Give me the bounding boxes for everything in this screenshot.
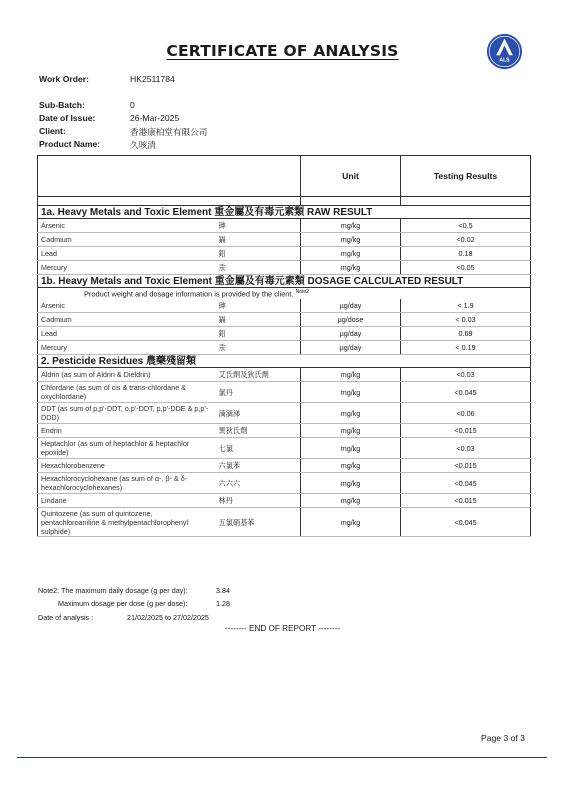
test-unit: mg/kg xyxy=(301,261,401,275)
test-unit: µg/day xyxy=(301,299,401,313)
test-result: <0.015 xyxy=(401,494,531,508)
note-ref: Note2 xyxy=(295,289,309,296)
test-name: Cadmium xyxy=(38,313,216,327)
test-result: <0.045 xyxy=(401,508,531,537)
test-result: < 0.19 xyxy=(401,341,531,355)
test-result: 0.18 xyxy=(401,247,531,261)
test-result: <0.05 xyxy=(401,261,531,275)
table-row xyxy=(38,247,531,261)
test-name-cn: 鉛 xyxy=(216,327,301,341)
results-header: Testing Results xyxy=(401,156,531,197)
table-row xyxy=(38,382,531,403)
test-result: <0.015 xyxy=(401,459,531,473)
test-result: < 1.9 xyxy=(401,299,531,313)
sub-batch-value: 0 xyxy=(130,100,135,110)
test-name-cn: 六六六 xyxy=(216,473,301,494)
table-row xyxy=(38,459,531,473)
test-name-cn: 砷 xyxy=(216,299,301,313)
test-name: Hexachlorocyclohexane (as sum of α-, β- & δ-hexachlorocyclohexanes) xyxy=(38,473,216,494)
test-name-cn: 砷 xyxy=(216,219,301,233)
analysis-date-label: Date of analysis : xyxy=(38,613,94,622)
test-result: < 0.03 xyxy=(401,313,531,327)
test-result: <0.5 xyxy=(401,219,531,233)
dose-label: Maximum dosage per dose (g per dose): xyxy=(58,599,188,608)
test-name-cn: 鉛 xyxy=(216,247,301,261)
section-header xyxy=(38,275,531,288)
unit-header: Unit xyxy=(301,156,401,197)
test-unit: mg/kg xyxy=(301,233,401,247)
table-row xyxy=(38,473,531,494)
test-name-cn: 氯丹 xyxy=(216,382,301,403)
table-row xyxy=(38,233,531,247)
document-title: CERTIFICATE OF ANALYSIS xyxy=(166,42,399,60)
test-result: <0.045 xyxy=(401,473,531,494)
test-name-cn: 鎘 xyxy=(216,233,301,247)
section-header xyxy=(38,206,531,219)
table-row xyxy=(38,327,531,341)
section-title: 2. Pesticide Residues 農藥殘留類 xyxy=(38,355,531,368)
sub-batch-label: Sub-Batch: xyxy=(39,100,85,110)
test-unit: mg/kg xyxy=(301,403,401,424)
test-name: Lindane xyxy=(38,494,216,508)
test-name-cn: 汞 xyxy=(216,341,301,355)
test-name: Arsenic xyxy=(38,299,216,313)
test-name: DDT (as sum of p,p'-DDT, o,p'-DDT, p,p'-DDE & p,p'-DDD) xyxy=(38,403,216,424)
table-row xyxy=(38,424,531,438)
table-row xyxy=(38,219,531,233)
test-unit: mg/kg xyxy=(301,424,401,438)
footer-divider xyxy=(17,757,547,758)
test-unit: mg/kg xyxy=(301,247,401,261)
test-result: <0.015 xyxy=(401,424,531,438)
section-title: 1b. Heavy Metals and Toxic Element 重金屬及有毒元素類 DOSAGE CALCULATED RESULT xyxy=(38,275,531,288)
test-unit: µg/day xyxy=(301,341,401,355)
test-name-cn: 異狄氏劑 xyxy=(216,424,301,438)
test-name: Endrin xyxy=(38,424,216,438)
test-name-cn: 鎘 xyxy=(216,313,301,327)
test-name-cn: 艾氏劑及狄氏劑 xyxy=(216,368,301,382)
date-of-issue-label: Date of Issue: xyxy=(39,113,96,123)
section-header xyxy=(38,355,531,368)
test-name-cn: 七氯 xyxy=(216,438,301,459)
test-name: Mercury xyxy=(38,261,216,275)
test-unit: mg/kg xyxy=(301,438,401,459)
table-row xyxy=(38,494,531,508)
table-row xyxy=(38,341,531,355)
test-unit: µg/dose xyxy=(301,313,401,327)
test-unit: mg/kg xyxy=(301,219,401,233)
svg-text:ALS: ALS xyxy=(499,57,510,64)
date-of-issue-value: 26-Mar-2025 xyxy=(130,113,180,123)
test-unit: mg/kg xyxy=(301,459,401,473)
section-note-text: Product weight and dosage information is provided by the client. xyxy=(84,289,294,299)
section-note xyxy=(38,288,531,300)
test-name: Quintozene (as sum of quintozene, pentachloroaniline & methylpentachlorophenyl sulphide) xyxy=(38,508,216,537)
als-logo xyxy=(486,33,523,70)
section-title: 1a. Heavy Metals and Toxic Element 重金屬及有毒元素類 RAW RESULT xyxy=(38,206,531,219)
test-unit: mg/kg xyxy=(301,473,401,494)
client-value: 香港康柏堂有限公司 xyxy=(130,127,208,137)
test-name: Aldrin (as sum of Aldrin & Dieldrin) xyxy=(38,368,216,382)
test-result: <0.06 xyxy=(401,403,531,424)
test-name-cn: 滴滴涕 xyxy=(216,403,301,424)
product-name-value: 久咳清 xyxy=(130,140,156,150)
test-name: Arsenic xyxy=(38,219,216,233)
results-table xyxy=(37,155,531,537)
test-name-cn: 六氯苯 xyxy=(216,459,301,473)
table-row xyxy=(38,508,531,537)
client-label: Client: xyxy=(39,126,66,136)
table-row xyxy=(38,403,531,424)
end-of-report: -------- END OF REPORT -------- xyxy=(224,624,341,633)
test-name-cn: 五氯硝基苯 xyxy=(216,508,301,537)
table-row xyxy=(38,261,531,275)
test-result: <0.045 xyxy=(401,382,531,403)
note2-value: 3.84 xyxy=(216,586,230,595)
test-unit: mg/kg xyxy=(301,508,401,537)
test-name: Mercury xyxy=(38,341,216,355)
test-name-cn: 林丹 xyxy=(216,494,301,508)
work-order-label: Work Order: xyxy=(39,74,89,84)
test-unit: µg/day xyxy=(301,327,401,341)
dose-value: 1.28 xyxy=(216,599,230,608)
test-name-cn: 汞 xyxy=(216,261,301,275)
test-result: <0.02 xyxy=(401,233,531,247)
test-result: <0.03 xyxy=(401,368,531,382)
test-name: Cadmium xyxy=(38,233,216,247)
test-unit: mg/kg xyxy=(301,368,401,382)
test-unit: mg/kg xyxy=(301,494,401,508)
table-row xyxy=(38,368,531,382)
test-result: <0.03 xyxy=(401,438,531,459)
test-unit: mg/kg xyxy=(301,382,401,403)
test-name: Hexachlorobenzene xyxy=(38,459,216,473)
table-row xyxy=(38,313,531,327)
table-row xyxy=(38,299,531,313)
test-name: Heptachlor (as sum of heptachlor & heptachlor epoxide) xyxy=(38,438,216,459)
table-header xyxy=(38,156,531,197)
test-name: Lead xyxy=(38,327,216,341)
test-name: Lead xyxy=(38,247,216,261)
product-name-label: Product Name: xyxy=(39,139,101,149)
analysis-date-value: 21/02/2025 to 27/02/2025 xyxy=(127,613,209,622)
table-row xyxy=(38,438,531,459)
note2-label: Note2: The maximum daily dosage (g per day): xyxy=(38,586,188,595)
test-name: Chlordane (as sum of cis & trans-chlordane & oxychlordane) xyxy=(38,382,216,403)
work-order-value: HK2511784 xyxy=(130,74,175,84)
test-result: 0.69 xyxy=(401,327,531,341)
page-number: Page 3 of 3 xyxy=(481,733,525,743)
